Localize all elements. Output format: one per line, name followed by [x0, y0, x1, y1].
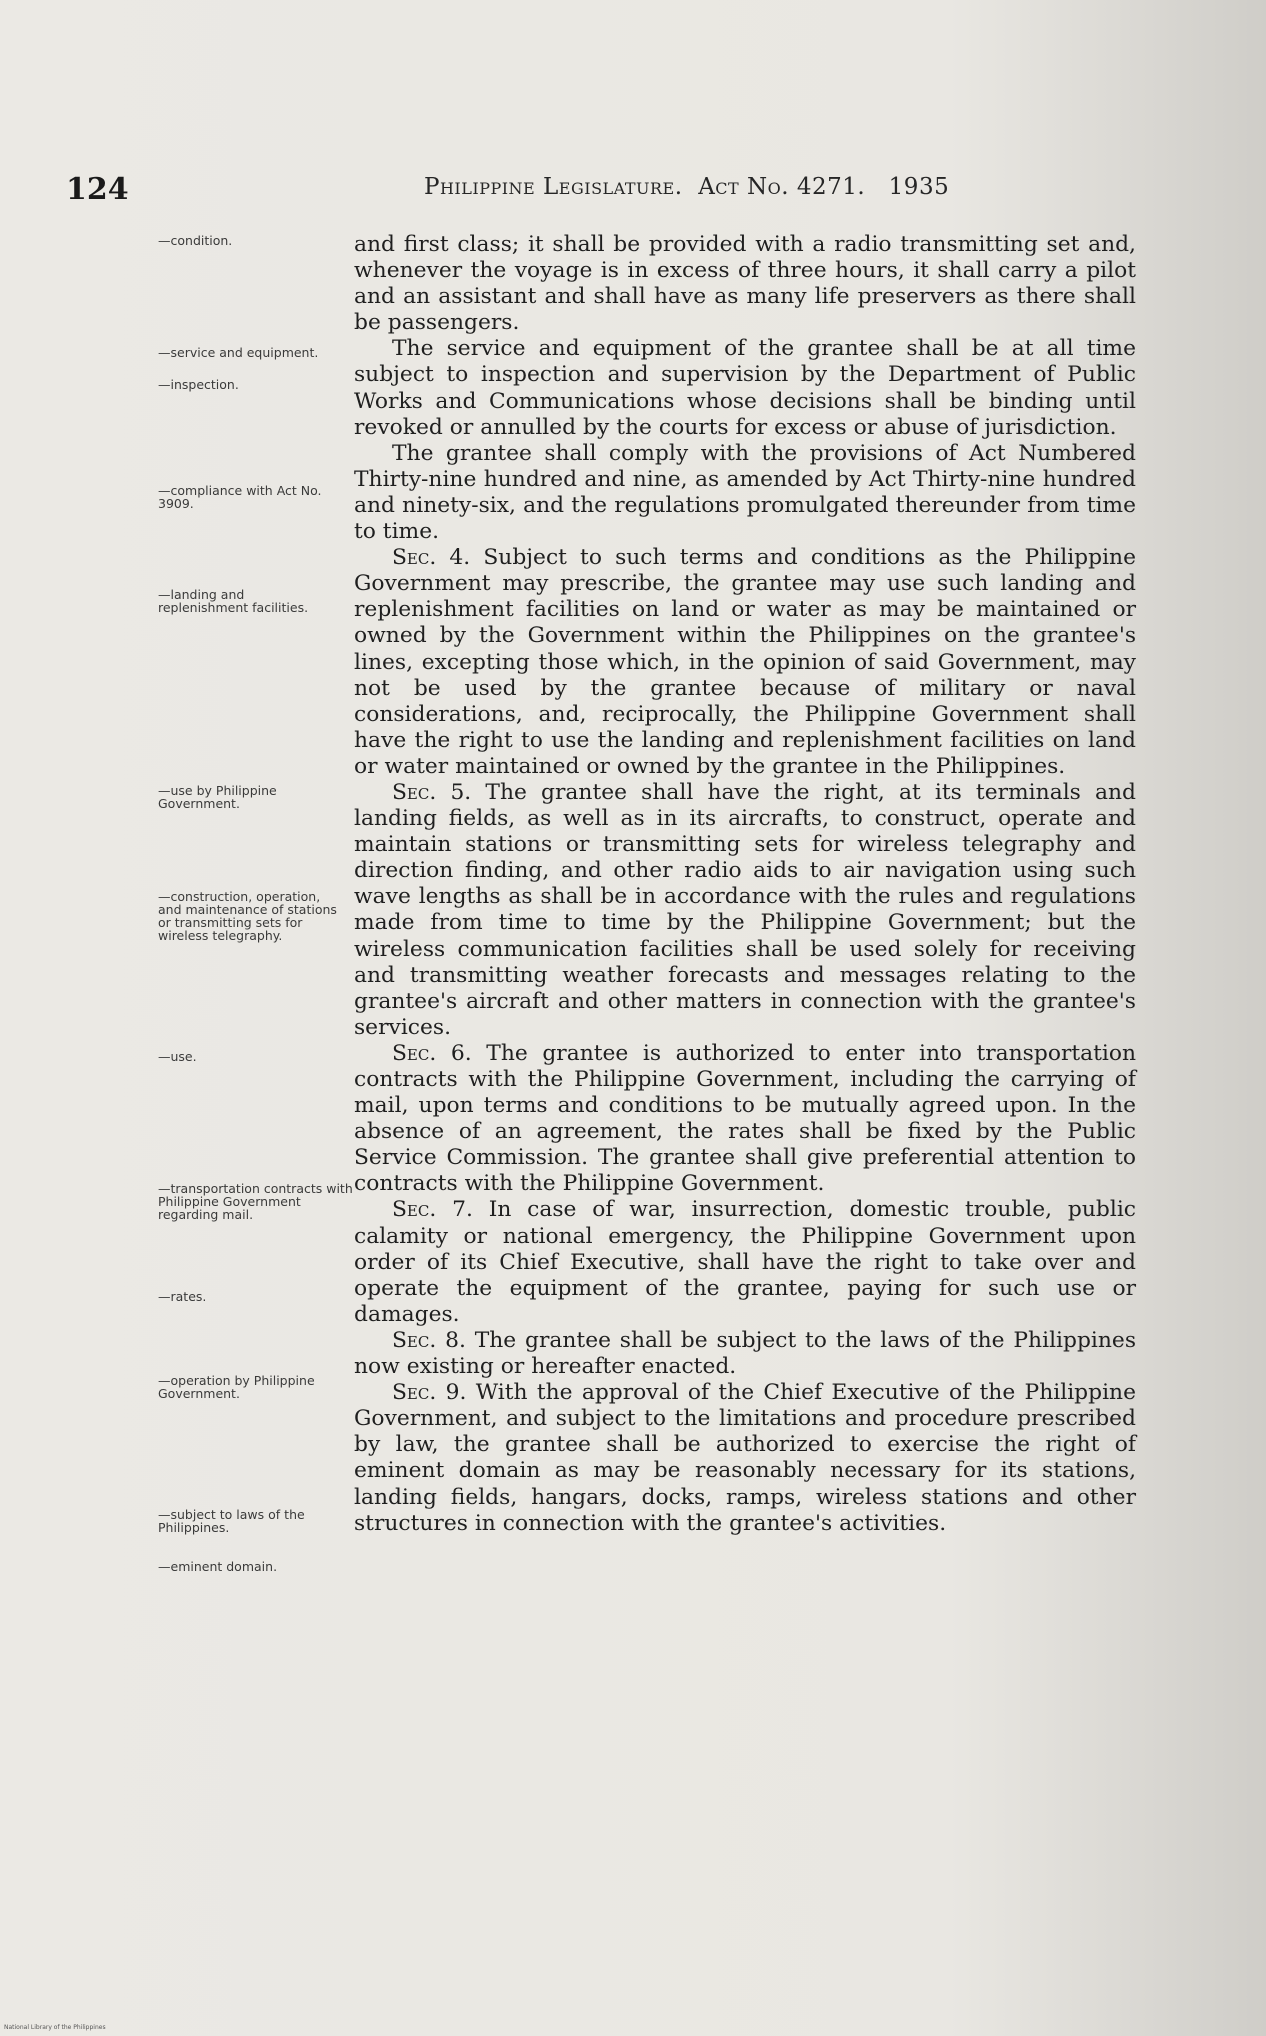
margin-note-eminent-domain: —eminent domain.	[158, 1559, 278, 1574]
section-6-label: Sec. 6.	[392, 1040, 472, 1066]
section-9	[354, 1380, 1136, 1537]
margin-note-construction: —construction, operation, and maintenance of stations or transmitting sets for wireless telegraphy.	[158, 889, 337, 943]
margin-note-compliance: —compliance with Act No. 3909.	[158, 483, 322, 511]
section-6-text: The grantee is authorized to enter into transportation contracts with the Philippine Government, including the carrying of mail, upon terms and conditions to be mutually agreed upon. In the absence of an agreement, the rates shall be fixed by the Public Service Commission. The grantee shall give preferential attention to contracts with the Philippine Government.	[354, 1040, 1137, 1197]
section-9-label: Sec. 9.	[392, 1380, 467, 1406]
running-head-year: 1935	[888, 174, 950, 200]
page-number: 124	[66, 172, 129, 207]
section-5-label: Sec. 5.	[392, 779, 472, 805]
margin-note-landing-facilities: —landing and replenishment facilities.	[158, 587, 309, 615]
section-9-text: With the approval of the Chief Executive of the Philippine Government, and subject to the limitations and procedure prescribed by law, the grantee shall be authorized to exercise the right of eminent domain as may be reasonably necessary for its stations, landing fields, hangars, docks, ramps, wireless stations and other structures in connection with the grantee's activities.	[354, 1380, 1136, 1536]
scan-credit: National Library of the Philippines	[4, 2024, 106, 2031]
section-6	[354, 1041, 1136, 1198]
body-text	[354, 232, 1136, 1537]
margin-note-subject-to-laws: —subject to laws of the Philippines.	[158, 1507, 305, 1535]
paragraph-service-equipment: The service and equipment of the grantee shall be at all time subject to inspection and supervision by the Department of Public Works and Communications whose decisions shall be binding until revoked or annulled by the courts for excess or abuse of jurisdiction.	[354, 336, 1136, 440]
margin-note-condition: —condition.	[158, 233, 233, 248]
margin-note-inspection: —inspection.	[158, 377, 239, 392]
section-7-label: Sec. 7.	[392, 1197, 473, 1223]
running-head-act: Act No. 4271.	[698, 174, 866, 200]
section-5	[354, 780, 1136, 1041]
section-8-text: The grantee shall be subject to the laws of the Philippines now existing or hereafter enacted.	[354, 1327, 1137, 1380]
margin-note-transportation: —transportation contracts with Philippine Government regarding mail.	[158, 1181, 353, 1222]
section-4	[354, 545, 1136, 780]
paragraph-compliance: The grantee shall comply with the provisions of Act Numbered Thirty-nine hundred and nine, as amended by Act Thirty-nine hundred and ninety-six, and the regulations promulgated thereunder from time to time.	[354, 440, 1136, 545]
paragraph-condition: and first class; it shall be provided with a radio transmitting set and, whenever the voyage is in excess of three hours, it shall carry a pilot and an assistant and shall have as many life preservers as there shall be passengers.	[354, 232, 1136, 336]
margin-note-service-equipment: —service and equipment.	[158, 345, 319, 360]
section-4-label: Sec. 4.	[392, 545, 471, 571]
section-7-text: In case of war, insurrection, domestic trouble, public calamity or national emergency, the Philippine Government upon order of its Chief Executive, shall have the right to take over and operate the equipment of the grantee, paying for such use or damages.	[354, 1197, 1137, 1327]
margin-note-operation: —operation by Philippine Government.	[158, 1373, 315, 1401]
section-7	[354, 1197, 1136, 1327]
margin-note-use-by-government: —use by Philippine Government.	[158, 783, 277, 811]
section-4-text: Subject to such terms and conditions as the Philippine Government may prescribe, the grantee may use such landing and replenishment facilities on land or water as may be maintained or owned by the Government within the Philippines on the grantee's lines, excepting those which, in the opinion of said Government, may not be used by the grantee because of military or naval considerations, and, reciprocally, the Philippine Government shall have the right to use the landing and replenishment facilities on land or water maintained or owned by the grantee in the Philippines.	[354, 545, 1136, 779]
section-5-text: The grantee shall have the right, at its terminals and landing fields, as well as in its aircrafts, to construct, operate and maintain stations or transmitting sets for wireless telegraphy and direction finding, and other radio aids to air navigation using such wave lengths as shall be in accordance with the rules and regulations made from time to time by the Philippine Government; but the wireless communication facilities shall be used solely for receiving and transmitting weather forecasts and messages relating to the grantee's aircraft and other matters in connection with the grantee's services.	[354, 779, 1136, 1040]
section-8	[354, 1328, 1136, 1380]
running-head	[424, 174, 949, 200]
section-8-label: Sec. 8.	[392, 1327, 466, 1353]
running-head-legislature: Philippine Legislature.	[424, 174, 683, 200]
page-header	[0, 168, 1266, 208]
margin-note-use: —use.	[158, 1049, 197, 1064]
margin-note-rates: —rates.	[158, 1289, 207, 1304]
